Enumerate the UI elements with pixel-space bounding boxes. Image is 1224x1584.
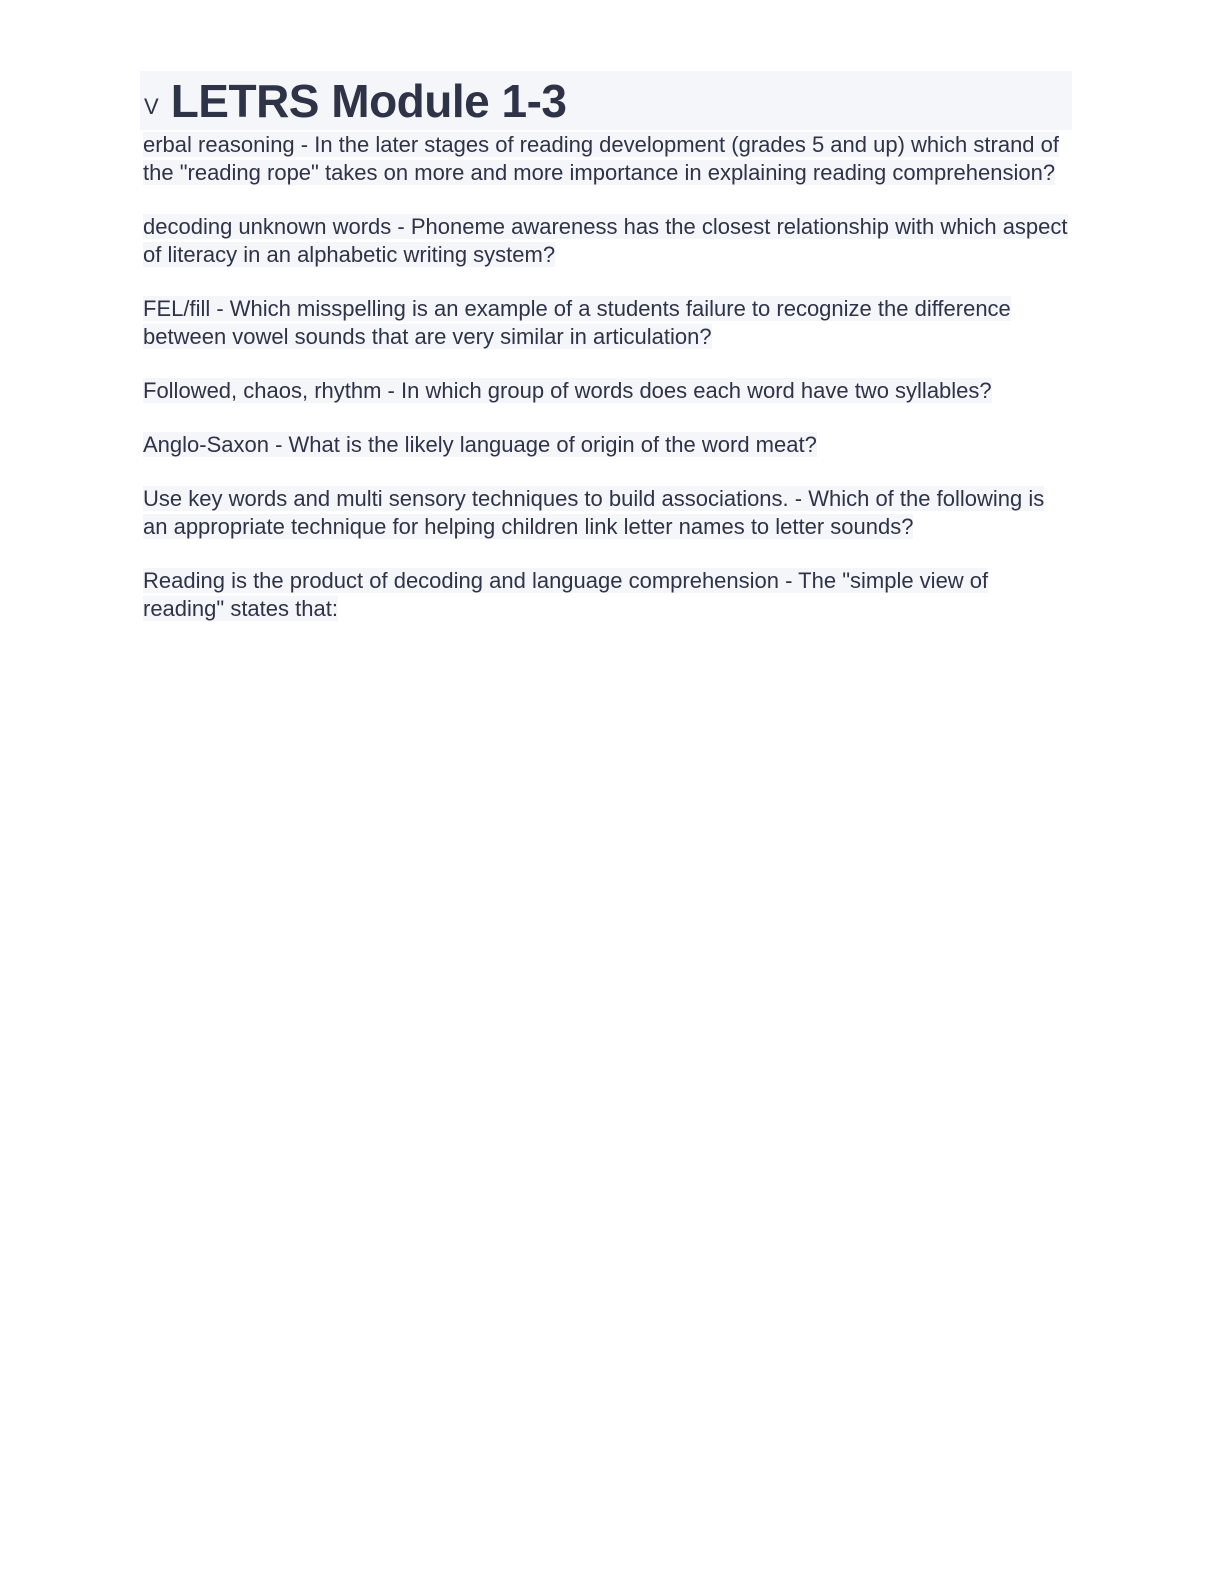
flashcard-text: Followed, chaos, rhythm - In which group of words does each word have two syllables? <box>143 378 992 403</box>
flashcard-entry <box>143 485 1072 541</box>
flashcard-list <box>140 131 1072 623</box>
flashcard-entry <box>143 295 1072 351</box>
page-title: LETRS Module 1-3 <box>170 74 567 127</box>
flashcard-entry <box>143 377 1072 405</box>
flashcard-text: Anglo-Saxon - What is the likely language of origin of the word meat? <box>143 432 817 457</box>
title-bar <box>140 71 1072 130</box>
flashcard-text: Use key words and multi sensory techniques to build associations. - Which of the following is an appropriate technique for helping children link letter names to letter sounds? <box>143 486 1045 539</box>
flashcard-entry <box>143 431 1072 459</box>
flashcard-text: decoding unknown words - Phoneme awareness has the closest relationship with which aspect of literacy in an alphabetic writing system? <box>143 214 1068 267</box>
flashcard-text: Reading is the product of decoding and language comprehension - The "simple view of reading" states that: <box>143 568 989 621</box>
flashcard-entry <box>143 567 1072 623</box>
document-page <box>140 71 1072 649</box>
flashcard-entry <box>143 213 1072 269</box>
flashcard-text: erbal reasoning - In the later stages of reading development (grades 5 and up) which strand of the "reading rope" takes on more and more importance in explaining reading comprehension? <box>143 132 1059 185</box>
flashcard-entry <box>143 131 1072 187</box>
title-prefix: V <box>144 93 159 119</box>
flashcard-text: FEL/fill - Which misspelling is an example of a students failure to recognize the difference between vowel sounds that are very similar in articulation? <box>143 296 1011 349</box>
